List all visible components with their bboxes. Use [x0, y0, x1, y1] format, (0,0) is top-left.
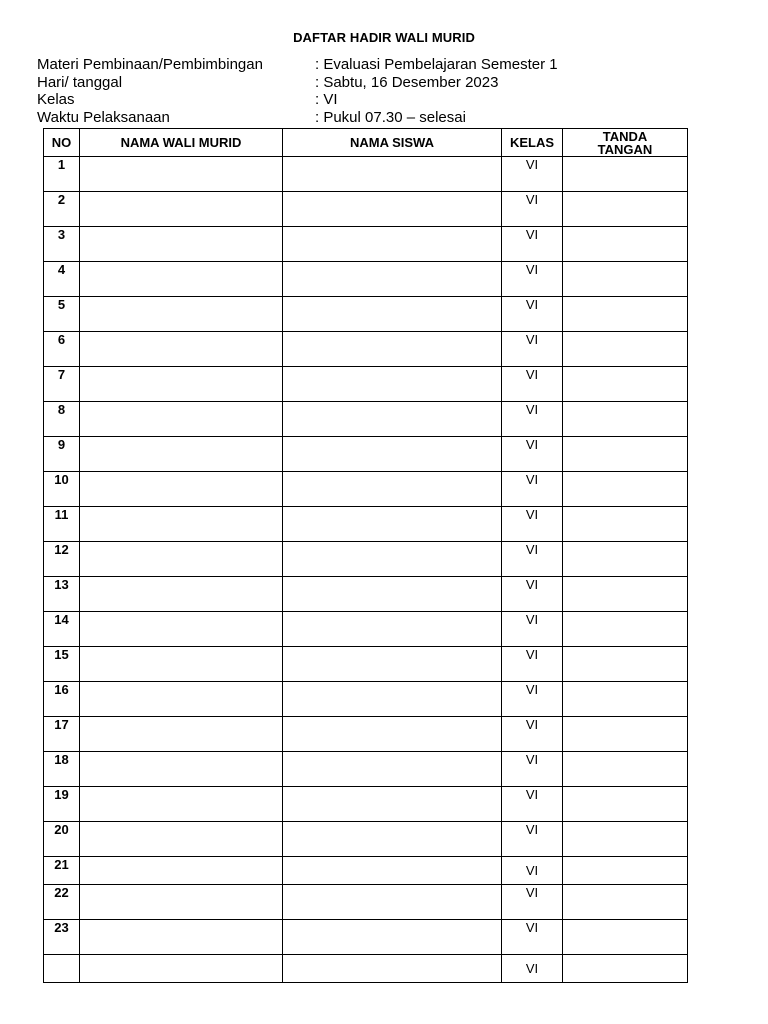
- cell-kelas: [502, 647, 563, 682]
- cell-no: [44, 507, 80, 542]
- cell-nama-siswa[interactable]: [283, 885, 502, 920]
- cell-no: [44, 192, 80, 227]
- cell-tanda-tangan[interactable]: [563, 577, 688, 612]
- cell-nama-siswa[interactable]: [283, 157, 502, 192]
- cell-tanda-tangan[interactable]: [563, 157, 688, 192]
- cell-nama-wali-murid[interactable]: [80, 682, 283, 717]
- cell-kelas: [502, 577, 563, 612]
- table-row: [44, 955, 688, 983]
- cell-no: [44, 437, 80, 472]
- table-row: [44, 577, 688, 612]
- info-label: Materi Pembinaan/Pembimbingan: [37, 56, 263, 73]
- cell-no: [44, 297, 80, 332]
- cell-kelas-text: VI: [525, 297, 539, 312]
- header-kelas: KELAS: [502, 129, 563, 157]
- cell-kelas-text: VI: [525, 787, 539, 802]
- cell-nama-siswa[interactable]: [283, 822, 502, 857]
- table-row: [44, 857, 688, 885]
- cell-kelas: [502, 542, 563, 577]
- cell-nama-siswa[interactable]: [283, 612, 502, 647]
- cell-no-text: 13: [54, 577, 69, 592]
- cell-kelas: [502, 612, 563, 647]
- cell-tanda-tangan[interactable]: [563, 752, 688, 787]
- cell-kelas: [502, 297, 563, 332]
- cell-kelas: [502, 157, 563, 192]
- cell-no-text: 1: [57, 157, 66, 172]
- cell-nama-wali-murid[interactable]: [80, 885, 283, 920]
- info-value: : VI: [315, 91, 338, 108]
- cell-kelas: [502, 192, 563, 227]
- cell-tanda-tangan[interactable]: [563, 920, 688, 955]
- header-tanda-line1: TANDA: [602, 128, 648, 144]
- cell-kelas-text: VI: [525, 157, 539, 172]
- cell-nama-siswa[interactable]: [283, 262, 502, 297]
- cell-kelas-text: VI: [525, 437, 539, 452]
- table-row: [44, 297, 688, 332]
- cell-no-text: 22: [54, 885, 69, 900]
- cell-kelas-text: VI: [525, 262, 539, 277]
- cell-nama-siswa[interactable]: [283, 507, 502, 542]
- cell-no-text: 20: [54, 822, 69, 837]
- table-row: [44, 717, 688, 752]
- cell-kelas-text: VI: [525, 402, 539, 417]
- cell-no: [44, 332, 80, 367]
- table-row: [44, 920, 688, 955]
- cell-no-text: 14: [54, 612, 69, 627]
- table-row: [44, 612, 688, 647]
- cell-no-text: 18: [54, 752, 69, 767]
- cell-nama-wali-murid[interactable]: [80, 647, 283, 682]
- cell-nama-siswa[interactable]: [283, 332, 502, 367]
- table-row: [44, 682, 688, 717]
- cell-kelas: [502, 332, 563, 367]
- cell-kelas-text: VI: [525, 885, 539, 900]
- cell-nama-siswa[interactable]: [283, 227, 502, 262]
- attendance-table: [43, 128, 688, 983]
- cell-kelas: [502, 787, 563, 822]
- cell-no: [44, 472, 80, 507]
- cell-kelas-text: VI: [525, 367, 539, 382]
- cell-no-text: 16: [54, 682, 69, 697]
- table-row: [44, 402, 688, 437]
- cell-no-text: 17: [54, 717, 69, 732]
- info-row-tanggal: [37, 74, 558, 92]
- cell-kelas: [502, 227, 563, 262]
- cell-kelas-text: VI: [525, 472, 539, 487]
- info-label: Waktu Pelaksanaan: [37, 108, 170, 126]
- cell-no-text: 4: [57, 262, 66, 277]
- cell-tanda-tangan[interactable]: [563, 472, 688, 507]
- cell-tanda-tangan[interactable]: [563, 297, 688, 332]
- table-row: [44, 332, 688, 367]
- cell-tanda-tangan[interactable]: [563, 647, 688, 682]
- cell-nama-siswa[interactable]: [283, 920, 502, 955]
- cell-no-text: 11: [54, 507, 69, 522]
- header-no: NO: [44, 129, 80, 157]
- info-label: Hari/ tanggal: [37, 73, 123, 91]
- cell-nama-siswa[interactable]: [283, 857, 502, 885]
- table-row: [44, 647, 688, 682]
- cell-no-text: 3: [57, 227, 66, 242]
- table-row: [44, 262, 688, 297]
- cell-nama-wali-murid[interactable]: [80, 297, 283, 332]
- cell-kelas: [502, 507, 563, 542]
- cell-nama-wali-murid[interactable]: [80, 822, 283, 857]
- table-row: [44, 227, 688, 262]
- cell-kelas-text: VI: [525, 822, 539, 837]
- table-row: [44, 885, 688, 920]
- table-row: [44, 542, 688, 577]
- cell-no: [44, 682, 80, 717]
- cell-nama-siswa[interactable]: [283, 955, 502, 983]
- cell-tanda-tangan[interactable]: [563, 437, 688, 472]
- cell-tanda-tangan[interactable]: [563, 542, 688, 577]
- cell-nama-wali-murid[interactable]: [80, 472, 283, 507]
- cell-no: [44, 955, 80, 983]
- cell-no-text: 10: [54, 472, 69, 487]
- header-nama-wali-murid: NAMA WALI MURID: [80, 129, 283, 157]
- cell-tanda-tangan[interactable]: [563, 787, 688, 822]
- table-body: [44, 157, 688, 983]
- cell-tanda-tangan[interactable]: [563, 262, 688, 297]
- cell-nama-wali-murid[interactable]: [80, 752, 283, 787]
- cell-kelas-text: VI: [525, 682, 539, 697]
- header-nama-siswa: NAMA SISWA: [283, 129, 502, 157]
- table-row: [44, 472, 688, 507]
- cell-nama-wali-murid[interactable]: [80, 367, 283, 402]
- cell-no-text: 19: [54, 787, 69, 802]
- cell-no-text: 7: [57, 367, 66, 382]
- cell-kelas: [502, 822, 563, 857]
- cell-tanda-tangan[interactable]: [563, 192, 688, 227]
- table-row: [44, 822, 688, 857]
- cell-nama-wali-murid[interactable]: [80, 157, 283, 192]
- cell-kelas: [502, 682, 563, 717]
- cell-kelas: [502, 920, 563, 955]
- cell-nama-wali-murid[interactable]: [80, 577, 283, 612]
- cell-no-text: 21: [54, 857, 69, 872]
- cell-nama-siswa[interactable]: [283, 437, 502, 472]
- cell-tanda-tangan[interactable]: [563, 682, 688, 717]
- info-value: : Evaluasi Pembelajaran Semester 1: [315, 56, 558, 73]
- table-row: [44, 752, 688, 787]
- cell-no: [44, 542, 80, 577]
- cell-nama-wali-murid[interactable]: [80, 955, 283, 983]
- table-header-row: [44, 129, 688, 157]
- cell-no-text: 23: [54, 920, 69, 935]
- info-value: : Pukul 07.30 – selesai: [315, 108, 466, 126]
- cell-no-text: 2: [57, 192, 66, 207]
- cell-no: [44, 647, 80, 682]
- cell-nama-siswa[interactable]: [283, 472, 502, 507]
- cell-nama-siswa[interactable]: [283, 647, 502, 682]
- table-row: [44, 787, 688, 822]
- cell-no: [44, 822, 80, 857]
- cell-kelas-text: VI: [525, 542, 539, 557]
- cell-nama-siswa[interactable]: [283, 577, 502, 612]
- table-row: [44, 437, 688, 472]
- cell-no-text: 5: [57, 297, 66, 312]
- cell-nama-wali-murid[interactable]: [80, 192, 283, 227]
- cell-kelas-text: VI: [525, 752, 539, 767]
- cell-kelas-text: VI: [525, 332, 539, 347]
- cell-nama-siswa[interactable]: [283, 192, 502, 227]
- table-row: [44, 367, 688, 402]
- cell-tanda-tangan[interactable]: [563, 857, 688, 885]
- cell-nama-wali-murid[interactable]: [80, 437, 283, 472]
- cell-no: [44, 787, 80, 822]
- cell-nama-wali-murid[interactable]: [80, 262, 283, 297]
- cell-no-text: 9: [57, 437, 66, 452]
- cell-kelas-text: VI: [525, 192, 539, 207]
- info-value: : Sabtu, 16 Desember 2023: [315, 73, 499, 91]
- cell-nama-siswa[interactable]: [283, 297, 502, 332]
- cell-nama-siswa[interactable]: [283, 787, 502, 822]
- cell-no-text: 6: [57, 332, 66, 347]
- cell-nama-siswa[interactable]: [283, 367, 502, 402]
- cell-nama-wali-murid[interactable]: [80, 920, 283, 955]
- cell-kelas-text: VI: [525, 577, 539, 592]
- cell-nama-wali-murid[interactable]: [80, 402, 283, 437]
- cell-no: [44, 402, 80, 437]
- table-row: [44, 507, 688, 542]
- cell-kelas: [502, 857, 563, 885]
- header-tanda-tangan: [563, 129, 688, 157]
- cell-nama-siswa[interactable]: [283, 402, 502, 437]
- cell-tanda-tangan[interactable]: [563, 367, 688, 402]
- cell-kelas: [502, 262, 563, 297]
- cell-no: [44, 227, 80, 262]
- cell-kelas-text: VI: [525, 717, 539, 732]
- cell-no: [44, 612, 80, 647]
- cell-tanda-tangan[interactable]: [563, 402, 688, 437]
- info-row-kelas: [37, 91, 558, 109]
- cell-nama-wali-murid[interactable]: [80, 332, 283, 367]
- cell-kelas: [502, 717, 563, 752]
- cell-no-text: 8: [57, 402, 66, 417]
- cell-kelas-text: VI: [525, 612, 539, 627]
- cell-kelas: [502, 437, 563, 472]
- cell-tanda-tangan[interactable]: [563, 227, 688, 262]
- cell-tanda-tangan[interactable]: [563, 332, 688, 367]
- cell-nama-wali-murid[interactable]: [80, 717, 283, 752]
- cell-kelas: [502, 752, 563, 787]
- cell-tanda-tangan[interactable]: [563, 955, 688, 983]
- cell-no: [44, 717, 80, 752]
- cell-kelas-text: VI: [525, 920, 539, 935]
- cell-no: [44, 577, 80, 612]
- cell-kelas: [502, 402, 563, 437]
- cell-tanda-tangan[interactable]: [563, 507, 688, 542]
- info-row-waktu: [37, 109, 558, 127]
- cell-nama-siswa[interactable]: [283, 717, 502, 752]
- table-row: [44, 192, 688, 227]
- cell-no-text: 15: [54, 647, 69, 662]
- cell-nama-wali-murid[interactable]: [80, 787, 283, 822]
- info-row-materi: [37, 56, 558, 74]
- cell-tanda-tangan[interactable]: [563, 612, 688, 647]
- cell-no: [44, 857, 80, 885]
- cell-kelas-text: VI: [525, 863, 539, 878]
- cell-kelas-text: VI: [525, 961, 539, 976]
- cell-nama-siswa[interactable]: [283, 682, 502, 717]
- document-title: DAFTAR HADIR WALI MURID: [293, 30, 475, 45]
- cell-kelas: [502, 955, 563, 983]
- cell-kelas-text: VI: [525, 227, 539, 242]
- cell-nama-siswa[interactable]: [283, 542, 502, 577]
- cell-tanda-tangan[interactable]: [563, 717, 688, 752]
- header-tanda-line2: TANGAN: [597, 141, 653, 157]
- cell-no: [44, 920, 80, 955]
- cell-nama-wali-murid[interactable]: [80, 507, 283, 542]
- cell-nama-siswa[interactable]: [283, 752, 502, 787]
- cell-no: [44, 885, 80, 920]
- cell-no-text: 12: [54, 542, 69, 557]
- cell-nama-wali-murid[interactable]: [80, 612, 283, 647]
- table-row: [44, 157, 688, 192]
- cell-kelas: [502, 472, 563, 507]
- info-label: Kelas: [37, 91, 75, 108]
- cell-kelas-text: VI: [525, 507, 539, 522]
- cell-tanda-tangan[interactable]: [563, 822, 688, 857]
- cell-no: [44, 157, 80, 192]
- cell-no: [44, 752, 80, 787]
- info-block: [37, 56, 558, 126]
- cell-no: [44, 367, 80, 402]
- cell-kelas: [502, 367, 563, 402]
- cell-kelas-text: VI: [525, 647, 539, 662]
- cell-nama-wali-murid[interactable]: [80, 227, 283, 262]
- cell-no: [44, 262, 80, 297]
- cell-kelas: [502, 885, 563, 920]
- cell-nama-wali-murid[interactable]: [80, 542, 283, 577]
- cell-nama-wali-murid[interactable]: [80, 857, 283, 885]
- cell-tanda-tangan[interactable]: [563, 885, 688, 920]
